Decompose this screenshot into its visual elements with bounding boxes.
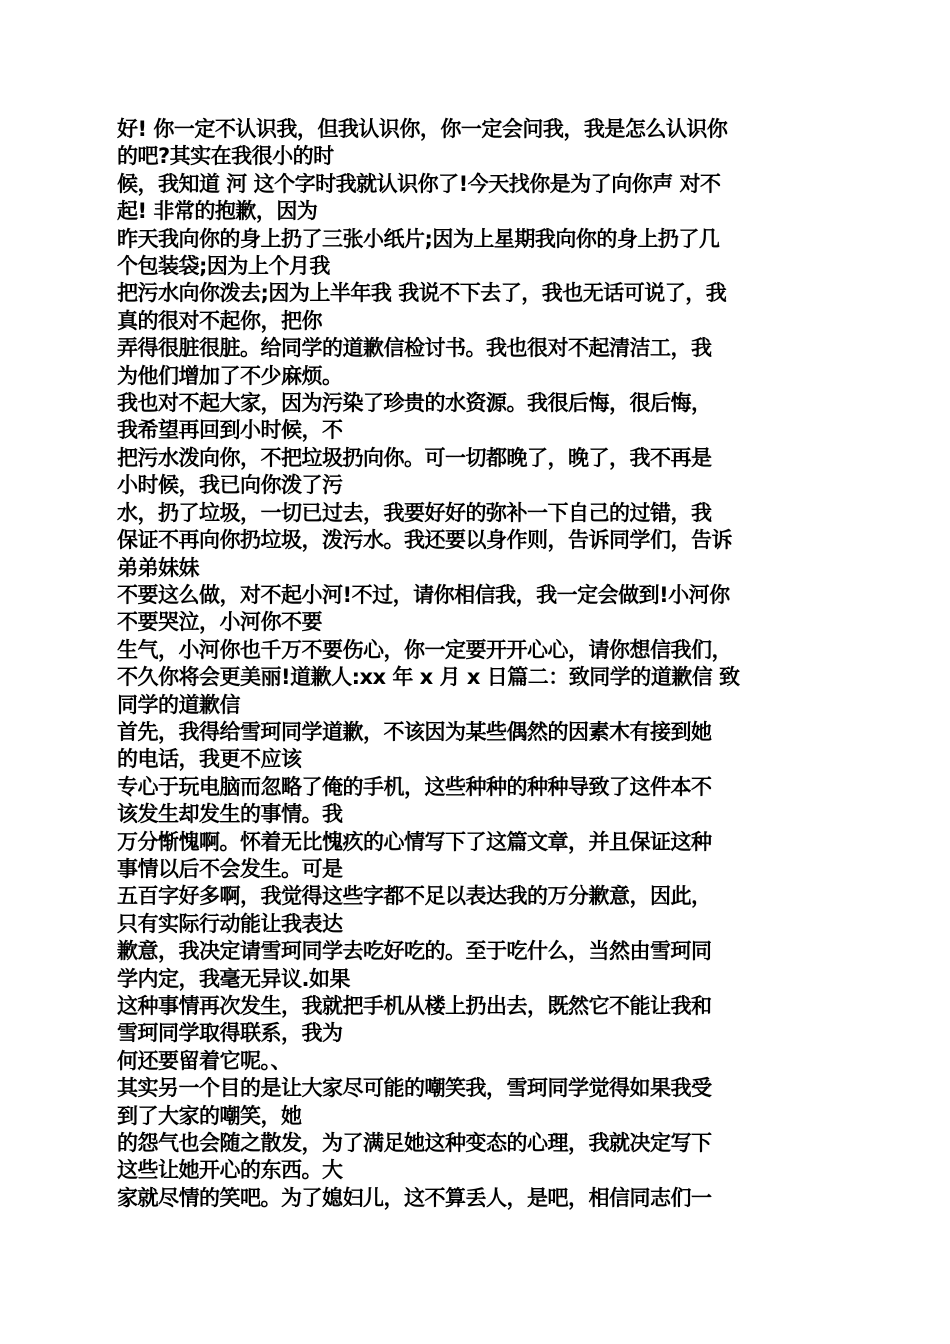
text-line: 同学的道歉信	[117, 692, 240, 717]
text-line: 起! 非常的抱歉，因为	[117, 199, 318, 224]
text-line: 不久你将会更美丽!道歉人:xx 年 x 月 x 日篇二：致同学的道歉信 致	[117, 665, 740, 690]
text-line: 好! 你一定不认识我，但我认识你，你一定会问我，我是怎么认识你	[117, 117, 728, 141]
text-line: 不要哭泣，小河你不要	[117, 610, 322, 635]
text-line: 首先，我得给雪珂同学道歉，不该因为某些偶然的因素木有接到她	[117, 719, 712, 744]
text-line: 家就尽情的笑吧。为了媳妇儿，这不算丢人，是吧，相信同志们一	[117, 1185, 712, 1210]
text-line: 歉意，我决定请雪珂同学去吃好吃的。至于吃什么，当然由雪珂同	[117, 939, 712, 964]
text-line: 五百字好多啊，我觉得这些字都不足以表达我的万分歉意，因此，	[117, 884, 712, 909]
text-line: 保证不再向你扔垃圾，泼污水。我还要以身作则，告诉同学们，告诉	[117, 528, 732, 553]
text-line: 弄得很脏很脏。给同学的道歉信检讨书。我也很对不起清洁工，我	[117, 336, 712, 361]
text-line: 何还要留着它呢。、	[117, 1048, 291, 1073]
text-line: 不要这么做，对不起小河!不过，请你相信我，我一定会做到!小河你	[117, 582, 730, 607]
text-line: 学内定，我毫无异议.如果	[117, 966, 350, 991]
text-line: 的电话，我更不应该	[117, 747, 302, 772]
text-line: 万分惭愧啊。怀着无比愧疚的心情写下了这篇文章，并且保证这种	[117, 829, 712, 854]
text-line: 弟弟妹妹	[117, 555, 199, 580]
text-line: 水，扔了垃圾，一切已过去，我要好好的弥补一下自己的过错，我	[117, 500, 712, 525]
text-line: 只有实际行动能让我表达	[117, 911, 343, 936]
text-line: 的怨气也会随之散发，为了满足她这种变态的心理，我就决定写下	[117, 1131, 712, 1156]
text-line: 我希望再回到小时候，不	[117, 418, 343, 443]
text-line: 其实另一个目的是让大家尽可能的嘲笑我，雪珂同学觉得如果我受	[117, 1076, 712, 1101]
text-line: 该发生却发生的事情。我	[117, 802, 343, 827]
text-line: 个包装袋;因为上个月我	[117, 254, 330, 279]
text-line: 这种事情再次发生，我就把手机从楼上扔出去，既然它不能让我和	[117, 994, 712, 1018]
text-line: 为他们增加了不少麻烦。	[117, 363, 343, 388]
text-line: 把污水泼向你，不把垃圾扔向你。可一切都晚了，晚了，我不再是	[117, 445, 712, 470]
text-line: 昨天我向你的身上扔了三张小纸片;因为上星期我向你的身上扔了几	[117, 226, 720, 251]
text-line: 小时候，我已向你泼了污	[117, 473, 343, 498]
document-body-text	[117, 116, 837, 1212]
text-line: 真的很对不起你，把你	[117, 308, 322, 333]
text-line: 候，我知道 河 这个字时我就认识你了!今天找你是为了向你声 对不	[117, 171, 721, 196]
text-line: 的吧?其实在我很小的时	[117, 144, 334, 169]
text-line: 我也对不起大家，因为污染了珍贵的水资源。我很后悔，很后悔，	[117, 391, 712, 416]
text-line: 事情以后不会发生。可是	[117, 856, 343, 881]
text-line: 雪珂同学取得联系，我为	[117, 1021, 343, 1046]
text-line: 到了大家的嘲笑，她	[117, 1103, 302, 1128]
text-line: 生气，小河你也千万不要伤心，你一定要开开心心，请你想信我们，	[117, 637, 732, 662]
text-line: 这些让她开心的东西。大	[117, 1158, 343, 1183]
text-line: 把污水向你泼去;因为上半年我 我说不下去了，我也无话可说了，我	[117, 281, 727, 306]
text-line: 专心于玩电脑而忽略了俺的手机，这些种种的种种导致了这件本不	[117, 774, 712, 799]
